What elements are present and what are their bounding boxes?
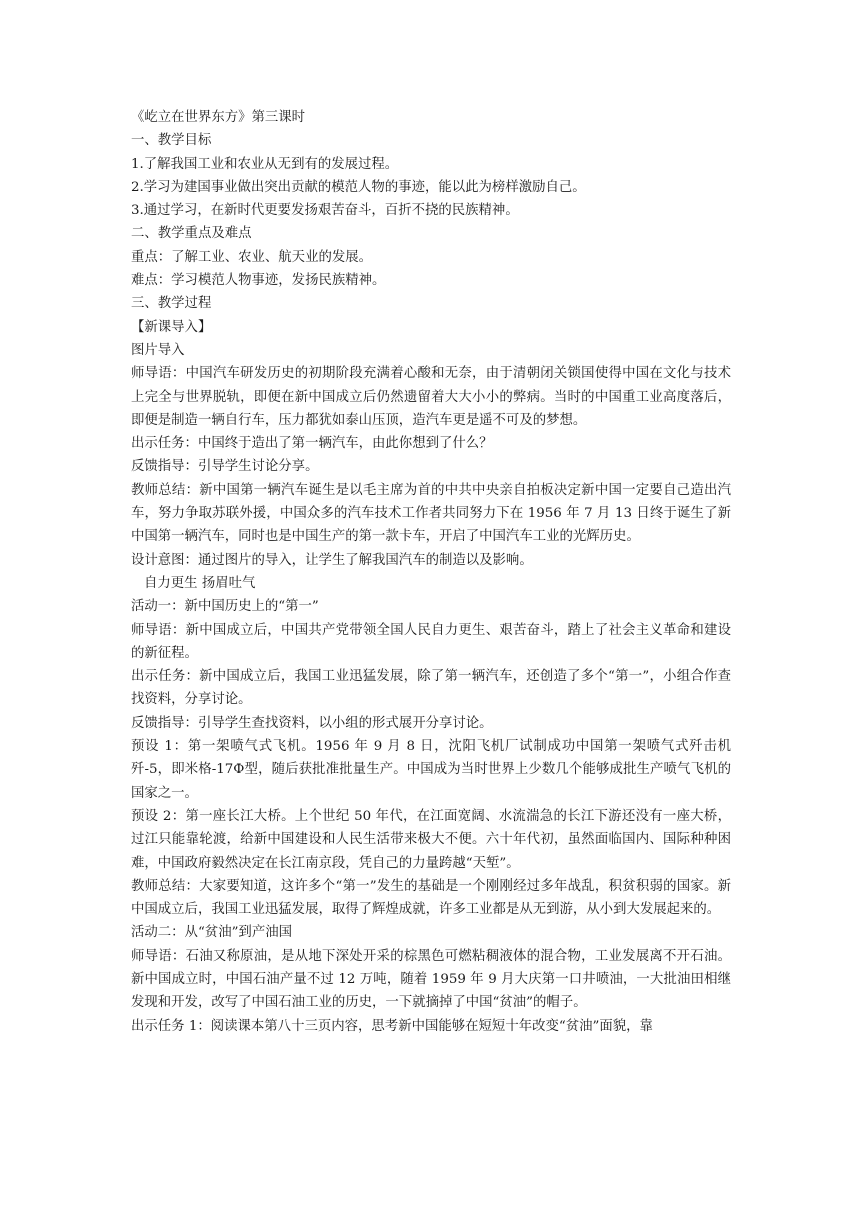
section-heading-key-points: 二、教学重点及难点 [131,226,252,242]
body-paragraph: 设计意图：通过图片的导入，让学生了解我国汽车的制造以及影响。 [131,552,533,568]
activity-heading: 活动一：新中国历史上的“第一” [131,599,319,615]
body-paragraph: 师导语：新中国成立后，中国共产党带领全国人民自力更生、艰苦奋斗，踏上了社会主义革命和建设的新征程。 [131,622,731,661]
difficulty-paragraph: 难点：学习模范人物事迹，发扬民族精神。 [131,273,386,289]
document-body [131,106,731,1038]
body-paragraph: 反馈指导：引导学生讨论分享。 [131,459,319,475]
body-paragraph: 师导语：石油又称原油，是从地下深处开采的棕黑色可燃粘稠液体的混合物，工业发展离不开石油。新中国成立时，中国石油产量不过 12 万吨，随着 1959 年 9 月大庆第一口井喷油，一大批油田相继发现和开发，改写了中国石油工业的历史，一下就摘掉了中国“贫油”的帽子。 [131,948,731,1011]
body-paragraph: 教师总结：大家要知道，这许多个“第一”发生的基础是一个刚刚经过多年战乱，积贫积弱的国家。新中国成立后，我国工业迅猛发展，取得了辉煌成就，许多工业都是从无到游，从小到大发展起来的。 [131,878,731,918]
subsection-heading: 自力更生 扬眉吐气 [144,575,256,591]
objective-item: 2.学习为建国事业做出突出贡献的模范人物的事迹，能以此为榜样激励自己。 [131,179,586,195]
body-paragraph: 出示任务：新中国成立后，我国工业迅猛发展，除了第一辆汽车，还创造了多个“第一”，小组合作查找资料，分享讨论。 [131,669,731,708]
section-heading-objectives: 一、教学目标 [131,133,212,149]
subsection-label: 图片导入 [131,342,185,358]
body-paragraph: 师导语：中国汽车研发历史的初期阶段充满着心酸和无奈，由于清朝闭关锁国使得中国在文化与技术上完全与世界脱轨，即便在新中国成立后仍然遗留着大大小小的弊病。当时的中国重工业高度落后，即便是制造一辆自行车，压力都犹如泰山压顶，造汽车更是遥不可及的梦想。 [131,366,731,428]
subsection-heading: 【新课导入】 [131,319,212,335]
body-paragraph: 预设 2：第一座长江大桥。上个世纪 50 年代，在江面宽阔、水流湍急的长江下游还没有一座大桥，过江只能靠轮渡，给新中国建设和人民生活带来极大不便。六十年代初，虽然面临国内、国际种种困难，中国政府毅然决定在长江南京段，凭自己的力量跨越“天堑”。 [131,808,731,871]
body-paragraph: 反馈指导：引导学生查找资料，以小组的形式展开分享讨论。 [131,715,493,731]
body-paragraph: 预设 1：第一架喷气式飞机。1956 年 9 月 8 日，沈阳飞机厂试制成功中国第一架喷气式歼击机歼-5，即米格-17Ф型，随后获批准批量生产。中国成为当时世界上少数几个能够成批生产喷气飞机的国家之一。 [131,739,731,801]
section-heading-process: 三、教学过程 [131,296,212,312]
body-paragraph: 出示任务 1：阅读课本第八十三页内容，思考新中国能够在短短十年改变“贫油”面貌，靠 [131,1018,653,1034]
activity-heading: 活动二：从“贫油”到产油国 [131,925,292,941]
body-paragraph: 教师总结：新中国第一辆汽车诞生是以毛主席为首的中共中央亲自拍板决定新中国一定要自己造出汽车，努力争取苏联外援，中国众多的汽车技术工作者共同努力下在 1956 年 7 月 13 日终于诞生了新中国第一辆汽车，同时也是中国生产的第一款卡车，开启了中国汽车工业的光辉历史。 [131,482,731,545]
objective-item: 1.了解我国工业和农业从无到有的发展过程。 [131,156,399,172]
document-title: 《屹立在世界东方》第三课时 [131,110,306,125]
body-paragraph: 出示任务：中国终于造出了第一辆汽车，由此你想到了什么？ [131,436,493,452]
key-point-paragraph: 重点：了解工业、农业、航天业的发展。 [131,249,373,265]
objective-item: 3.通过学习，在新时代更要发扬艰苦奋斗，百折不挠的民族精神。 [131,203,519,219]
